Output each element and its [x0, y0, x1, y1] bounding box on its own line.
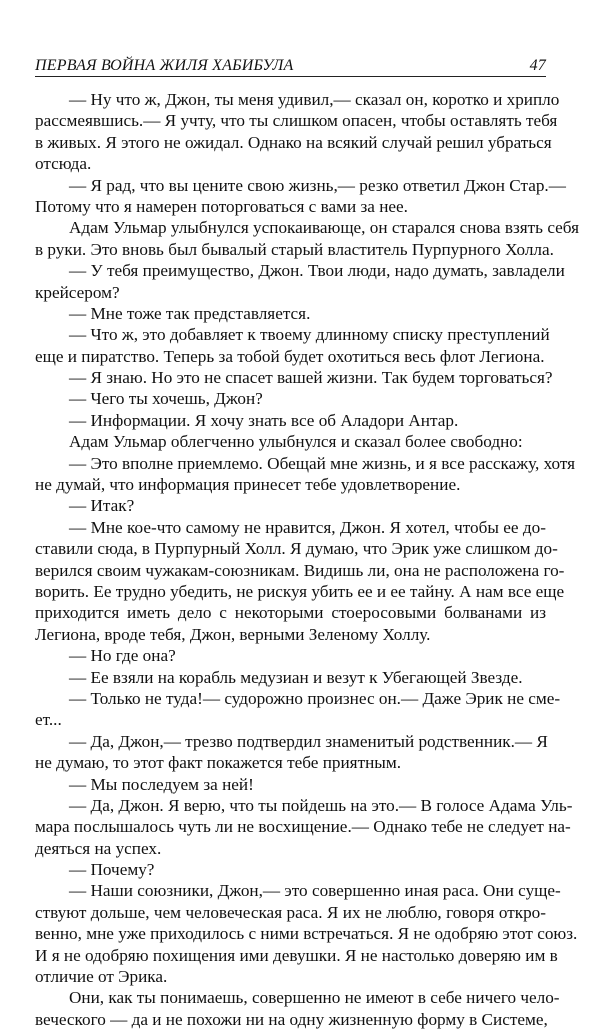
text-line: — Итак? [69, 496, 135, 516]
text-line: отличие от Эрика. [35, 967, 168, 987]
text-line: — Но где она? [69, 646, 176, 666]
text-line: Адам Ульмар улыбнулся успокаивающе, он старался снова взять себя [69, 218, 580, 238]
text-line: — Только не туда!— судорожно произнес он.— Даже Эрик не сме- [69, 688, 561, 708]
text-line: — Чего ты хочешь, Джон? [69, 389, 263, 409]
text-line: Потому что я намерен поторговаться с вами за нее. [35, 196, 408, 216]
running-header [35, 57, 546, 77]
running-title: ПЕРВАЯ ВОЙНА ЖИЛЯ ХАБИБУЛА [35, 57, 294, 74]
page-number: 47 [529, 57, 546, 74]
page-body-text [35, 89, 580, 1030]
text-line: — Я рад, что вы цените свою жизнь,— резко ответил Джон Стар.— [69, 175, 566, 195]
text-line: ствуют дольше, чем человеческая раса. Я их не люблю, говоря откро- [35, 902, 546, 922]
text-line: — Мне тоже так представляется. [69, 303, 311, 323]
text-line: — Информации. Я хочу знать все об Аладори Антар. [69, 410, 459, 430]
text-line: отсюда. [35, 154, 92, 174]
text-line: ставили сюда, в Пурпурный Холл. Я думаю, что Эрик уже слишком до- [35, 539, 558, 559]
text-line: — Наши союзники, Джон,— это совершенно иная раса. Они суще- [69, 881, 561, 901]
text-line: ет... [35, 710, 62, 730]
text-line: в руки. Это вновь был бывалый старый властитель Пурпурного Холла. [35, 239, 554, 259]
text-line: в живых. Я этого не ожидал. Однако на всякий случай решил убраться [35, 132, 552, 152]
text-line: веческого — да и не похожи ни на одну жизненную форму в Системе, [35, 1009, 548, 1029]
text-line: не думай, что информация принесет тебе удовлетворение. [35, 475, 461, 495]
text-line: не думаю, то этот факт покажется тебе приятным. [35, 753, 402, 773]
text-line: — Почему? [69, 860, 155, 880]
text-line: — У тебя преимущество, Джон. Твои люди, надо думать, завладели [69, 261, 565, 281]
text-line: — Мы последуем за ней! [69, 774, 254, 794]
text-line: — Это вполне приемлемо. Обещай мне жизнь, и я все расскажу, хотя [69, 453, 576, 473]
text-line: — Мне кое-что самому не нравится, Джон. Я хотел, чтобы ее до- [69, 517, 546, 537]
text-line: венно, мне уже приходилось с ними встречаться. Я не одобряю этот союз. [35, 924, 578, 944]
text-line: Легиона, вроде тебя, Джон, верными Зеленому Холлу. [35, 624, 431, 644]
text-line: Адам Ульмар облегченно улыбнулся и сказал более свободно: [69, 432, 523, 452]
text-line: ворить. Ее трудно убедить, не рискуя убить ее и ее тайну. А нам все еще [35, 581, 565, 601]
text-line: мара послышалось чуть ли не восхищение.— Однако тебе не следует на- [35, 817, 571, 837]
text-line: верился своим чужакам-союзникам. Видишь ли, она не расположена го- [35, 560, 565, 580]
text-line: еще и пиратство. Теперь за тобой будет охотиться весь флот Легиона. [35, 346, 545, 366]
text-line: — Ее взяли на корабль медузиан и везут к Убегающей Звезде. [69, 667, 523, 687]
text-line: Они, как ты понимаешь, совершенно не имеют в себе ничего чело- [69, 988, 560, 1008]
text-line: — Что ж, это добавляет к твоему длинному списку преступлений [69, 325, 550, 345]
text-line: — Да, Джон,— трезво подтвердил знаменитый родственник.— Я [69, 731, 548, 751]
text-line: — Ну что ж, Джон, ты меня удивил,— сказал он, коротко и хрипло [69, 90, 560, 109]
text-line: — Я знаю. Но это не спасет вашей жизни. Так будем торговаться? [69, 368, 553, 388]
text-line: деяться на успех. [35, 838, 162, 858]
text-line: — Да, Джон. Я верю, что ты пойдешь на это.— В голосе Адама Уль- [69, 795, 573, 815]
text-line: И я не одобряю похищения ими девушки. Я не настолько доверяю им в [35, 945, 558, 965]
text-line: крейсером? [35, 282, 120, 302]
text-line: рассмеявшись.— Я учту, что ты слишком опасен, чтобы оставлять тебя [35, 111, 558, 131]
text-line: приходится иметь дело с некоторыми стоеросовыми болванами из [35, 603, 546, 623]
